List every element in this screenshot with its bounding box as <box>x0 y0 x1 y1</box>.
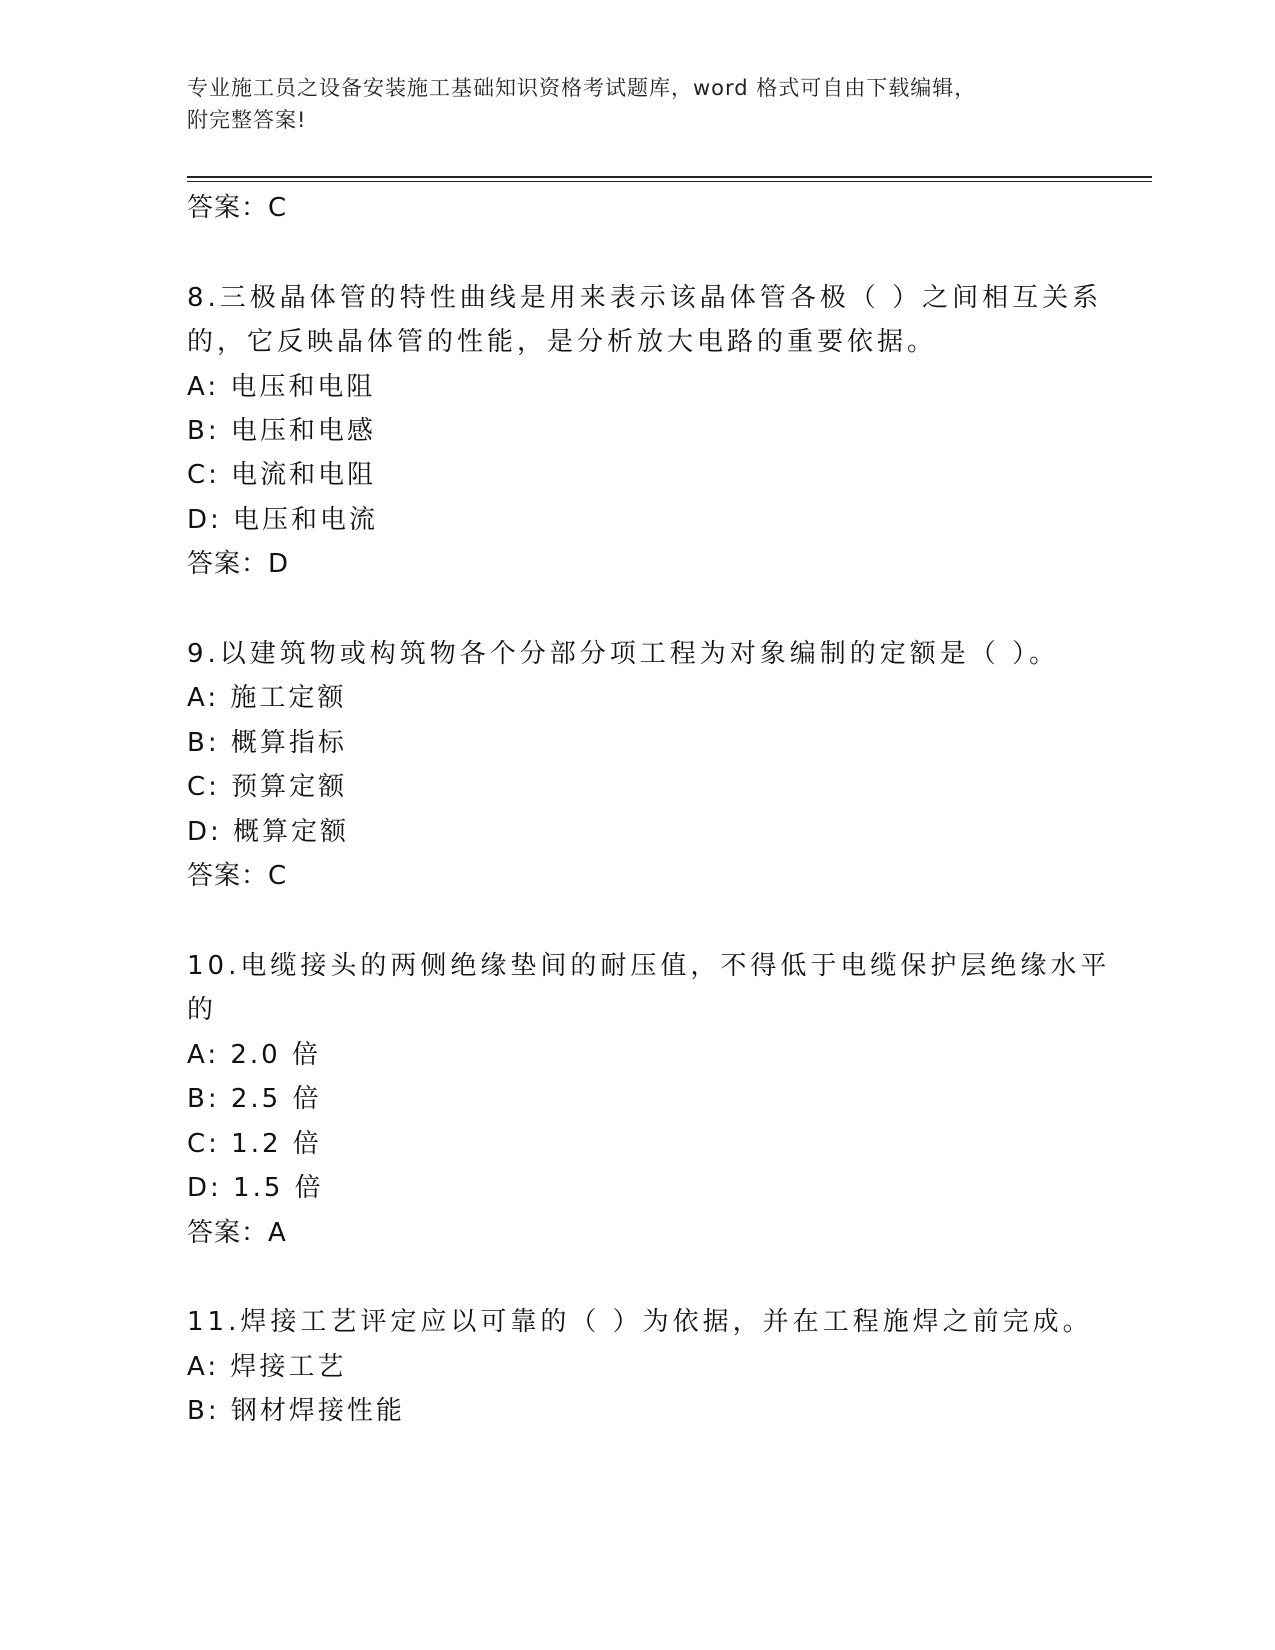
question-11-option-a: A: 焊接工艺 <box>187 1352 347 1382</box>
answer-q10: 答案：A <box>187 1218 287 1248</box>
document-header <box>187 72 1087 136</box>
question-9-option-b: B: 概算指标 <box>187 728 347 758</box>
question-9-option-d: D: 概算定额 <box>187 817 350 847</box>
question-9-option-a: A: 施工定额 <box>187 683 347 713</box>
question-11-option-b: B: 钢材焊接性能 <box>187 1396 405 1426</box>
question-10-option-c: C: 1.2 倍 <box>187 1129 322 1159</box>
question-8-option-c: C: 电流和电阻 <box>187 460 377 490</box>
question-10-option-d: D: 1.5 倍 <box>187 1173 324 1203</box>
question-8-option-b: B: 电压和电感 <box>187 416 376 446</box>
question-8-option-a: A: 电压和电阻 <box>187 372 376 402</box>
answer-q7: 答案：C <box>187 193 288 223</box>
question-8-line-2: 的，它反映晶体管的性能，是分析放大电路的重要依据。 <box>187 327 938 357</box>
question-9-line-1: 9.以建筑物或构筑物各个分部分项工程为对象编制的定额是（ ）。 <box>187 639 1060 669</box>
header-line-1: 专业施工员之设备安装施工基础知识资格考试题库，word 格式可自由下载编辑， <box>187 76 977 100</box>
answer-q8: 答案：D <box>187 549 290 579</box>
header-line-2: 附完整答案! <box>187 108 307 132</box>
question-10-line-2: 的 <box>187 995 218 1025</box>
question-10-option-b: B: 2.5 倍 <box>187 1084 322 1114</box>
header-rule-thin <box>187 181 1152 182</box>
question-10-line-1: 10.电缆接头的两侧绝缘垫间的耐压值，不得低于电缆保护层绝缘水平 <box>187 951 1111 981</box>
question-8-option-d: D: 电压和电流 <box>187 505 379 535</box>
question-9-option-c: C: 预算定额 <box>187 772 348 802</box>
answer-q9: 答案：C <box>187 861 288 891</box>
header-rule-thick <box>187 176 1152 178</box>
question-11-line-1: 11.焊接工艺评定应以可靠的（ ）为依据，并在工程施焊之前完成。 <box>187 1307 1093 1337</box>
question-10-option-a: A: 2.0 倍 <box>187 1040 321 1070</box>
question-8-line-1: 8.三极晶体管的特性曲线是用来表示该晶体管各极（ ）之间相互关系 <box>187 283 1103 313</box>
